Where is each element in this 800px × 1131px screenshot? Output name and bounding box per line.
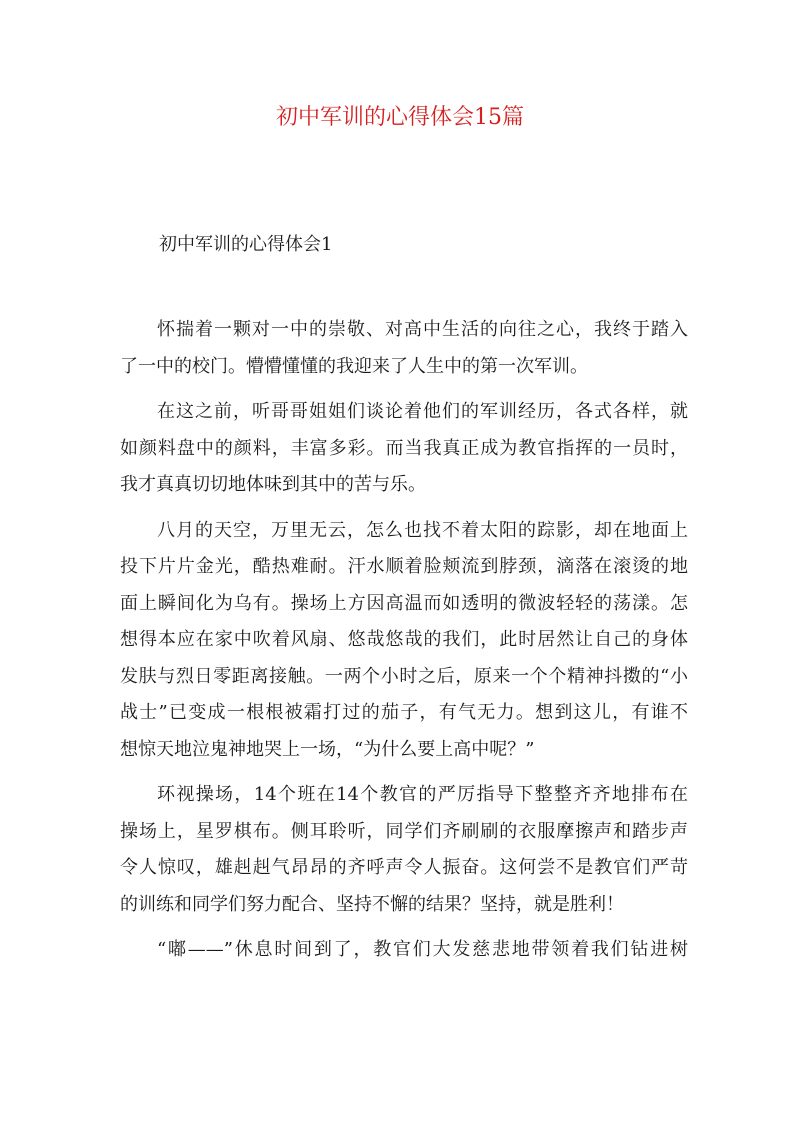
text-line: 的训练和同学们努力配合、坚持不懈的结果？坚持，就是胜利！ <box>120 893 624 915</box>
text-line: 战士”已变成一根根被霜打过的茄子，有气无力。想到这儿，有谁不 <box>120 702 688 723</box>
text-line: 想惊天地泣鬼神地哭上一场，“为什么要上高中呢？” <box>120 738 535 760</box>
paragraph <box>120 777 688 923</box>
document-title: 初中军训的心得体会15篇 <box>276 105 524 130</box>
section-heading: 初中军训的心得体会1 <box>159 234 333 255</box>
text-line: 操场上，星罗棋布。侧耳聆听，同学们齐刷刷的衣服摩擦声和踏步声 <box>120 820 688 842</box>
text-line: 如颜料盘中的颜料，丰富多彩。而当我真正成为教官指挥的一员时， <box>120 437 688 459</box>
text-line: 发肤与烈日零距离接触。一两个小时之后，原来一个个精神抖擞的“小 <box>120 665 688 687</box>
text-line: 了一中的校门。懵懵懂懂的我迎来了人生中的第一次军训。 <box>120 355 588 377</box>
text-line: 怀揣着一颗对一中的崇敬、对高中生活的向往之心，我终于踏入 <box>157 319 688 340</box>
text-line: 在这之前，听哥哥姐姐们谈论着他们的军训经历，各式各样，就 <box>157 401 688 422</box>
text-line: 环视操场，14个班在14个教官的严厉指导下整整齐齐地排布在 <box>157 784 688 805</box>
paragraph <box>120 513 688 769</box>
text-line: 面上瞬间化为乌有。操场上方因高温而如透明的微波轻轻的荡漾。怎 <box>120 592 688 614</box>
text-line: 投下片片金光，酷热难耐。汗水顺着脸颊流到脖颈，滴落在滚烫的地 <box>120 556 688 577</box>
paragraph <box>120 932 688 969</box>
paragraph <box>120 312 688 385</box>
paragraph <box>120 394 688 504</box>
text-line: 八月的天空，万里无云，怎么也找不着太阳的踪影，却在地面上 <box>157 519 688 541</box>
text-line: 令人惊叹，雄赳赳气昂昂的齐呼声令人振奋。这何尝不是教官们严苛 <box>120 857 688 878</box>
text-line: 想得本应在家中吹着风扇、悠哉悠哉的我们，此时居然让自己的身体 <box>120 629 688 650</box>
text-line: “嘟——”休息时间到了，教官们大发慈悲地带领着我们钻进树 <box>157 939 688 960</box>
document-body <box>120 312 688 978</box>
text-line: 我才真真切切地体味到其中的苦与乐。 <box>120 474 426 495</box>
